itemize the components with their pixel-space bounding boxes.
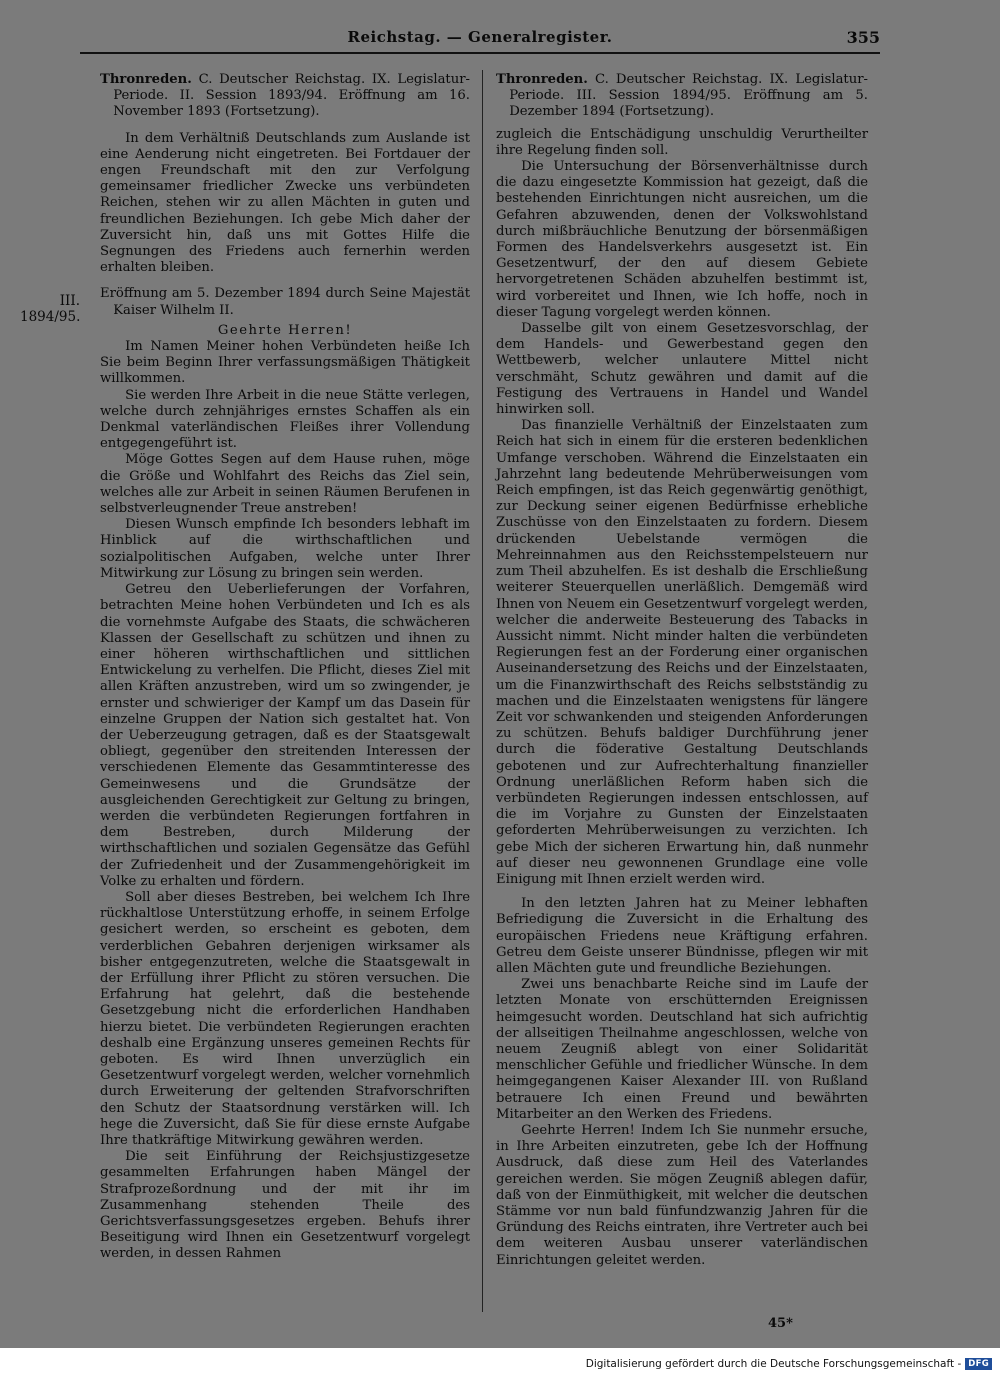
margin-session-number: III. (59, 293, 80, 309)
right-column (496, 72, 868, 1269)
credit-text: Digitalisierung gefördert durch die Deutsche Forschungsgemeinschaft - (585, 1358, 962, 1370)
heading-keyword: Thronreden. (496, 72, 588, 87)
heading-detail: C. Deutscher Reichstag. IX. Legislatur-Periode. II. Session 1893/94. Eröffnung am 16. November 1893 (Fortsetzung). (113, 72, 470, 120)
column-divider (482, 70, 483, 1312)
page-header (80, 28, 880, 52)
heading-detail: C. Deutscher Reichstag. IX. Legislatur-Periode. III. Session 1894/95. Eröffnung am 5. Dezember 1894 (Fortsetzung). (509, 72, 868, 120)
paragraph: Getreu den Ueberlieferungen der Vorfahren, betrachten Meine hohen Verbündeten und Ich es als die vornehmste Aufgabe des Staats, die schwächeren Klassen der Gesellschaft zu schützen und ihnen zu einer höheren wirthschaftlichen und sittlichen Entwickelung zu verhelfen. Die Pflicht, dieses Ziel mit allen Kräften anzustreben, wird um so zwingender, je ernster und schwieriger der Kampf um das Dasein für einzelne Gruppen der Nation sich gestaltet hat. Von der Ueberzeugung getragen, daß es der Staatsgewalt obliegt, gegenüber den streitenden Interessen der verschiedenen Elemente das Gesammtinteresse des Gemeinwesens und die Grundsätze der ausgleichenden Gerechtigkeit zur Geltung zu bringen, werden die verbündeten Regierungen fortfahren in dem Bestreben, durch Milderung der wirthschaftlichen und sozialen Gegensätze das Gefühl der Zufriedenheit und der Zusammengehörigkeit im Volke zu erhalten und fördern. (100, 582, 470, 889)
opening-line: Eröffnung am 5. Dezember 1894 durch Seine Majestät Kaiser Wilhelm II. (100, 286, 470, 318)
paragraph: Zwei uns benachbarte Reiche sind im Laufe der letzten Monate von erschütternden Ereignissen heimgesucht worden. Deutschland hat sich aufrichtig der allseitigen Theilnahme angeschlossen, welche von neuem Zeugniß ablegt von einer Solidarität menschlicher Gefühle und friedlicher Wünsche. In dem heimgegangenen Kaiser Alexander III. von Rußland betrauere Ich einen Freund und bewährten Mitarbeiter an den Werken des Friedens. (496, 977, 868, 1122)
paragraph: zugleich die Entschädigung unschuldig Verurtheilter ihre Regelung finden soll. (496, 126, 868, 158)
paragraph: Soll aber dieses Bestreben, bei welchem Ich Ihre rückhaltlose Unterstützung erhoffe, in seinem Erfolge gesichert werden, so erscheint es geboten, dem verderblichen Gebahren derjenigen wirksamer als bisher entgegenzutreten, welche die Staatsgewalt in der Erfüllung ihrer Pflicht zu stören versuchen. Die Erfahrung hat gelehrt, daß die bestehende Gesetzgebung nicht die erforderlichen Handhaben hierzu bietet. Die verbündeten Regierungen erachten deshalb eine Ergänzung unseres gemeinen Rechts für geboten. Es wird Ihnen unverzüglich ein Gesetzentwurf vorgelegt werden, welcher vornehmlich durch Erweiterung der geltenden Strafvorschriften den Schutz der Staatsordnung verstärken will. Ich hege die Zuversicht, daß Sie für diese ernste Aufgabe Ihre thatkräftige Mitwirkung gewähren werden. (100, 889, 470, 1148)
left-column-heading (100, 72, 470, 121)
paragraph: In den letzten Jahren hat zu Meiner lebhaften Befriedigung die Zuversicht in die Erhaltung des europäischen Friedens neue Kräftigung erfahren. Getreu dem Geiste unserer Bündnisse, pflegen wir mit allen Mächten gute und freundliche Beziehungen. (496, 896, 868, 976)
running-title: Reichstag. — Generalregister. (347, 28, 613, 46)
header-rule (80, 52, 880, 54)
paragraph: Das finanzielle Verhältniß der Einzelstaaten zum Reich hat sich in einem für die ersteren bedenklichen Umfange verschoben. Während die Einzelstaaten ein Jahrzehnt lang bedeutende Mehrüberweisungen vom Reich empfingen, ist das Reich gegenwärtig genöthigt, zur Deckung seiner eigenen Bedürfnisse erhebliche Zuschüsse von den Einzelstaaten zu fordern. Diesem drückenden Uebelstande vermögen die Mehreinnahmen aus den Reichsstempelsteuern nur zum Theil abzuhelfen. Es ist deshalb die Erschließung weiterer Steuerquellen unerläßlich. Demgemäß wird Ihnen von Neuem ein Gesetzentwurf vorgelegt werden, welcher die anderweite Besteuerung des Tabacks in Aussicht nimmt. Nicht minder halten die verbündeten Regierungen fest an der Forderung einer organischen Auseinandersetzung des Reichs und der Einzelstaaten, um die Finanzwirthschaft des Reichs selbstständig zu machen und die Einzelstaaten wenigstens für längere Zeit vor schwankenden und steigenden Anforderungen zu schützen. Behufs baldiger Durchführung jener durch die föderative Gestaltung Deutschlands gebotenen und zur Aufrechterhaltung finanzieller Ordnung unerläßlichen Reform haben sich die verbündeten Regierungen indessen entschlossen, auf die im Vorjahre zu Gunsten der Einzelstaaten geforderten Mehrüberweisungen zu verzichten. Ich gebe Mich der sicheren Erwartung hin, daß nunmehr auf dieser neu gewonnenen Grundlage eine volle Einigung mit Ihnen erzielt werden wird. (496, 418, 868, 887)
paragraph: Möge Gottes Segen auf dem Hause ruhen, möge die Größe und Wohlfahrt des Reichs das Ziel sein, welches alle zur Arbeit in seinen Räumen Berufenen in selbstverleugnender Treue anstreben! (100, 452, 470, 517)
paragraph: Dasselbe gilt von einem Gesetzesvorschlag, der dem Handels- und Gewerbestand gegen den Wettbewerb, welcher unlautere Mittel nicht verschmäht, Schutz gewähren und damit auf die Festigung des Vertrauens in Handel und Wandel hinwirken soll. (496, 321, 868, 418)
margin-session-years: 1894/95. (20, 309, 81, 326)
signature-mark: 45* (768, 1316, 793, 1331)
digitization-credit (586, 1358, 992, 1370)
salutation: Geehrte Herren! (217, 322, 353, 338)
paragraph: Im Namen Meiner hohen Verbündeten heiße Ich Sie beim Beginn Ihrer verfassungsmäßigen Thätigkeit willkommen. (100, 339, 470, 387)
margin-session (20, 293, 80, 325)
left-column (100, 72, 470, 1263)
paragraph: Die seit Einführung der Reichsjustizgesetze gesammelten Erfahrungen haben Mängel der Strafprozeßordnung und der mit ihr im Zusammenhang stehenden Theile des Gerichtsverfassungsgesetzes ergeben. Behufs ihrer Beseitigung wird Ihnen ein Gesetzentwurf vorgelegt werden, in dessen Rahmen (100, 1149, 470, 1262)
paragraph: Die Untersuchung der Börsenverhältnisse durch die dazu eingesetzte Kommission hat gezeigt, daß die bestehenden Einrichtungen nicht ausreichen, um die Gefahren abzuwenden, denen der Volkswohlstand durch mißbräuchliche Benutzung der börsenmäßigen Formen des Handelsverkehrs ausgesetzt ist. Ein Gesetzentwurf, der den auf diesem Gebiete hervorgetretenen Schäden abzuhelfen bestimmt ist, wird vorbereitet und Ihnen, wie Ich hoffe, noch in dieser Tagung vorgelegt werden können. (496, 159, 868, 320)
paragraph: In dem Verhältniß Deutschlands zum Auslande ist eine Aenderung nicht eingetreten. Bei Fortdauer der engen Freundschaft mit den zur Verfolgung gemeinsamer friedlicher Zwecke uns verbündeten Reichen, stehen wir zu allen Mächten in guten und freundlichen Beziehungen. Ich gebe Mich daher der Zuversicht hin, daß uns mit Gottes Hilfe die Segnungen des Friedens auch fernerhin werden erhalten bleiben. (100, 130, 470, 276)
right-column-heading (496, 72, 868, 121)
paragraph: Geehrte Herren! Indem Ich Sie nunmehr ersuche, in Ihre Arbeiten einzutreten, gebe Ich der Hoffnung Ausdruck, daß diese zum Heil des Vaterlandes gereichen werden. Sie mögen Zeugniß ablegen dafür, daß von der Einmüthigkeit, mit welcher die deutschen Stämme vor nun bald fünfundzwanzig Jahren für die Gründung des Reichs eintraten, ihre Vertreter auch bei dem weiteren Ausbau unserer vaterländischen Einrichtungen geleitet werden. (496, 1123, 868, 1268)
heading-keyword: Thronreden. (100, 72, 192, 87)
paragraph: Diesen Wunsch empfinde Ich besonders lebhaft im Hinblick auf die wirthschaftlichen und sozialpolitischen Aufgaben, welche unter Ihrer Mitwirkung zur Lösung zu bringen sein werden. (100, 517, 470, 581)
page-number: 355 (846, 28, 880, 47)
paragraph: Sie werden Ihre Arbeit in die neue Stätte verlegen, welche durch zehnjähriges ernstes Schaffen als ein Denkmal vaterländischen Fleißes ihrer Vollendung entgegengeführt ist. (100, 387, 470, 452)
dfg-logo-icon: DFG (965, 1358, 992, 1370)
